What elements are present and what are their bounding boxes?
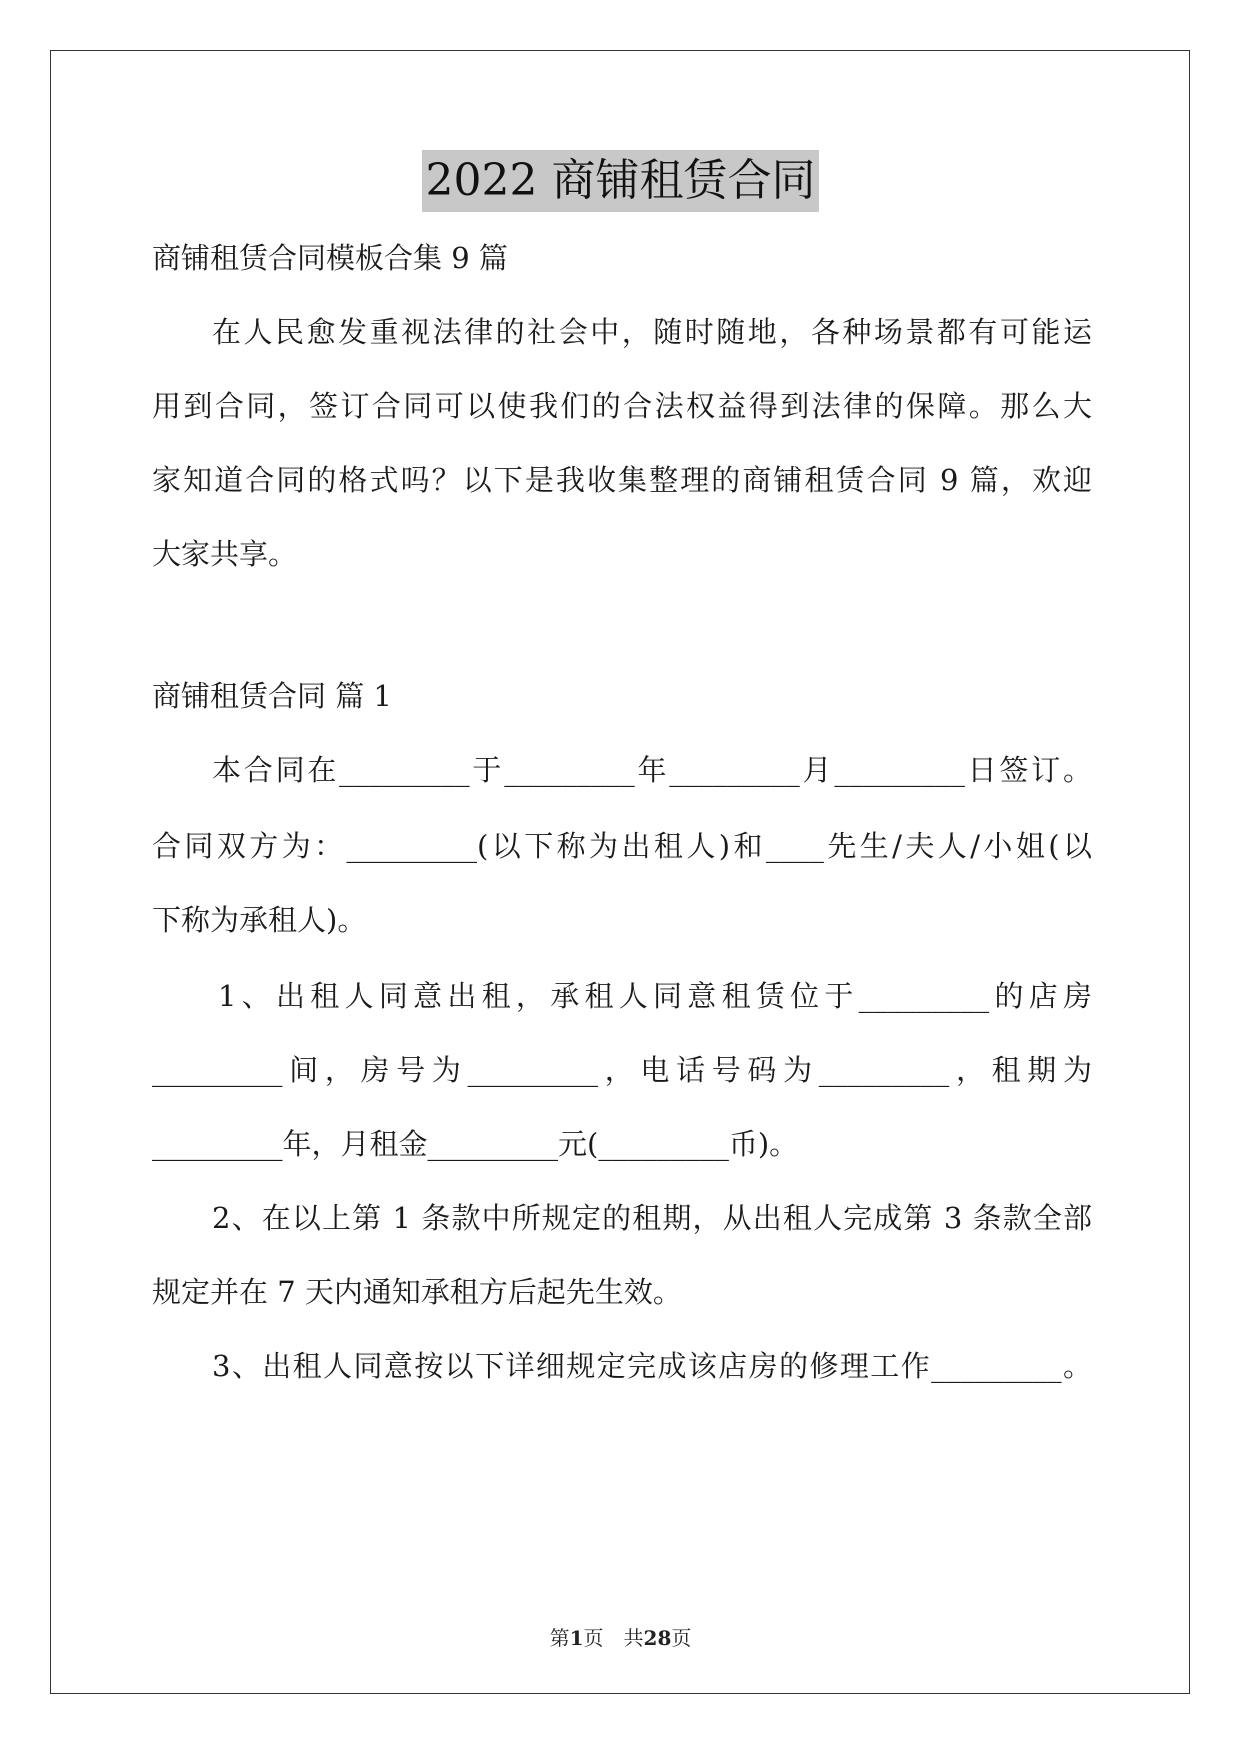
footer-page-suffix: 页 [671, 1626, 692, 1650]
subtitle: 商铺租赁合同模板合集 9 篇 [152, 241, 508, 275]
title-wrap [0, 150, 1241, 212]
body-line-6: _________年，月租金_________元(_________币)。 [152, 1127, 799, 1161]
body-line-3: 下称为承租人)。 [152, 903, 367, 937]
intro-line-2: 用到合同，签订合同可以使我们的合法权益得到法律的保障。那么大 [152, 389, 1092, 423]
intro-line-1: 在人民愈发重视法律的社会中，随时随地，各种场景都有可能运 [212, 315, 1092, 349]
section-heading: 商铺租赁合同 篇 1 [152, 679, 392, 713]
footer-page-current: 1 [569, 1626, 584, 1650]
body-line-2: 合同双方为：_________(以下称为出租人)和____先生/夫人/小姐(以 [152, 829, 1092, 863]
body-line-5: _________间，房号为_________，电话号码为_________，租期为 [152, 1053, 1092, 1087]
page-border [50, 50, 1190, 1694]
footer-page-total: 28 [643, 1626, 672, 1650]
body-line-7: 2、在以上第 1 条款中所规定的租期，从出租人完成第 3 条款全部 [212, 1201, 1092, 1235]
body-line-1: 本合同在_________于_________年_________月_________日签订。 [212, 753, 1092, 787]
intro-line-4: 大家共享。 [152, 537, 298, 571]
body-line-4: 1、出租人同意出租，承租人同意租赁位于_________的店房 [218, 979, 1092, 1013]
footer-page-mid: 页 共 [583, 1626, 644, 1650]
intro-line-3: 家知道合同的格式吗？以下是我收集整理的商铺租赁合同 9 篇，欢迎 [152, 463, 1092, 497]
page-footer [0, 1624, 1241, 1652]
footer-page-prefix: 第 [549, 1626, 570, 1650]
document-title: 2022 商铺租赁合同 [422, 150, 820, 212]
body-line-9: 3、出租人同意按以下详细规定完成该店房的修理工作_________。 [212, 1349, 1092, 1383]
body-line-8: 规定并在 7 天内通知承租方后起先生效。 [152, 1275, 682, 1309]
